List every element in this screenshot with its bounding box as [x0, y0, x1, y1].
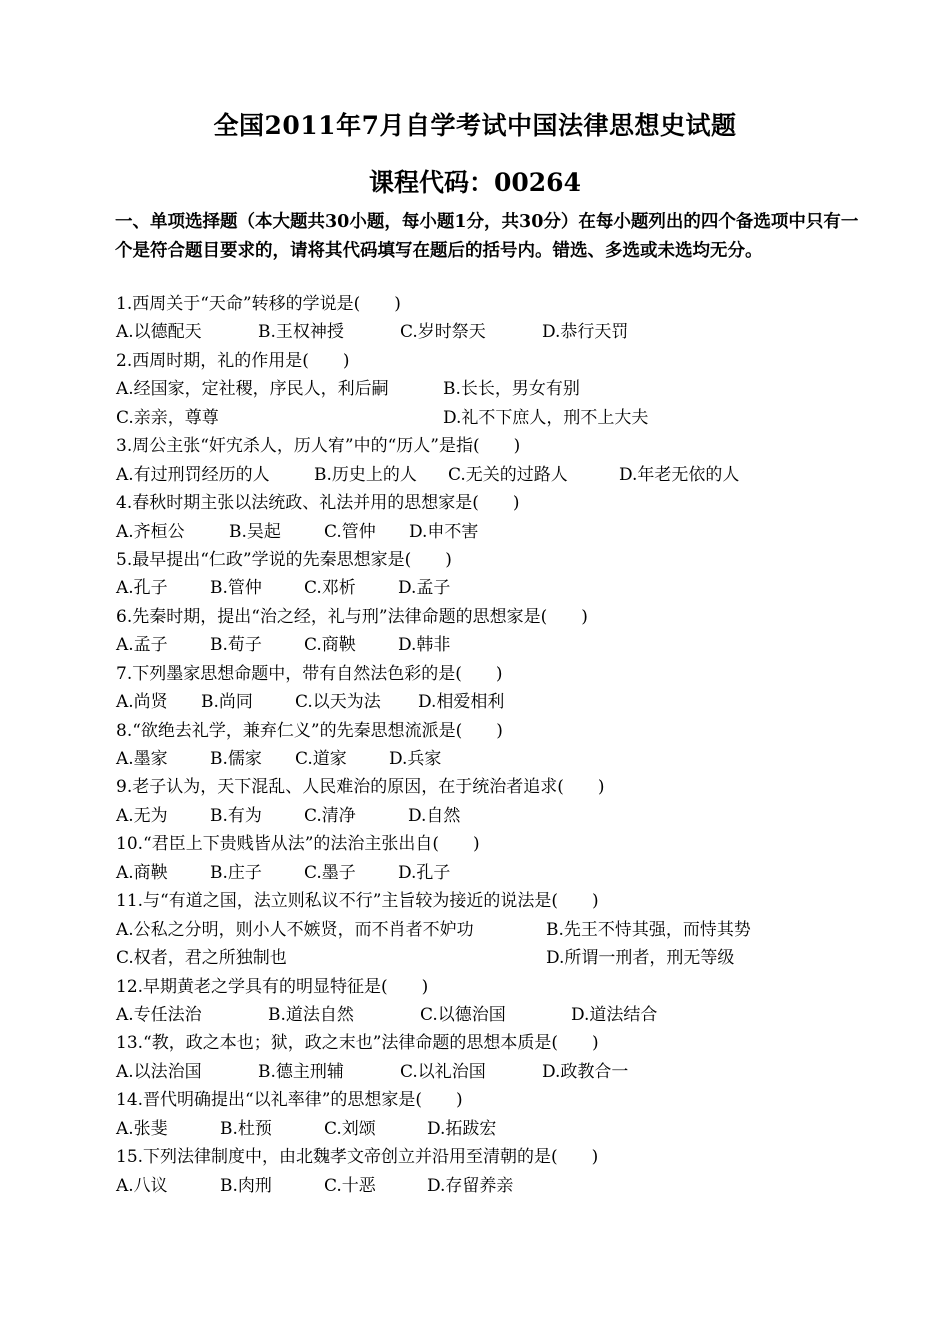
option-b: B.庄子: [210, 862, 262, 883]
option-d: D.存留养亲: [427, 1175, 514, 1196]
option-d: D.政教合一: [542, 1061, 629, 1082]
option-a: A.有过刑罚经历的人: [116, 464, 270, 485]
question-stem: 14.晋代明确提出“以礼率律”的思想家是( ): [116, 1090, 463, 1111]
option-c: C.刘颂: [324, 1118, 376, 1139]
option-d: D.年老无依的人: [619, 464, 740, 485]
option-a: A.商鞅: [116, 862, 168, 883]
option-d: D.韩非: [398, 635, 451, 656]
option-d: D.相爱相利: [418, 692, 505, 713]
option-a: A.墨家: [116, 749, 168, 769]
option-c: C.亲亲，尊尊: [116, 407, 219, 428]
option-c: C.十恶: [324, 1175, 376, 1196]
option-c: C.邓析: [304, 578, 356, 599]
question-stem: 3.周公主张“奸宄杀人，历人宥”中的“历人”是指( ): [116, 436, 521, 457]
option-b: B.历史上的人: [314, 464, 417, 485]
option-row: [116, 461, 876, 489]
option-b: B.有为: [210, 805, 262, 826]
option-b: B.王权神授: [258, 322, 344, 343]
option-row: [116, 944, 876, 972]
option-row: [116, 404, 876, 432]
option-a: A.以法治国: [116, 1061, 202, 1082]
option-row: [116, 1172, 876, 1200]
option-row: [116, 631, 876, 659]
option-c: C.以礼治国: [400, 1061, 486, 1082]
option-c: C.清净: [304, 805, 356, 826]
option-c: C.权者，君之所独制也: [116, 948, 287, 969]
question-stem: 13.“教，政之本也；狱，政之末也”法律命题的思想本质是( ): [116, 1033, 599, 1054]
option-a: A.尚贤: [116, 692, 168, 713]
question-stem: 12.早期黄老之学具有的明显特征是( ): [116, 976, 429, 997]
question-stem: 8.“欲绝去礼学，兼弃仁义”的先秦思想流派是( ): [116, 720, 503, 741]
option-row: [116, 916, 876, 944]
option-d: D.恭行天罚: [542, 322, 629, 343]
option-row: [116, 1115, 876, 1143]
option-d: D.孔子: [398, 862, 451, 883]
option-row: [116, 375, 876, 403]
option-c: C.管仲: [324, 521, 376, 542]
question-stem: 2.西周时期，礼的作用是( ): [116, 350, 350, 371]
option-c: C.墨子: [304, 862, 356, 883]
option-d: D.道法结合: [571, 1004, 658, 1025]
option-c: C.以德治国: [420, 1004, 506, 1025]
option-row: [116, 802, 876, 830]
option-c: C.道家: [295, 749, 347, 769]
option-d: D.申不害: [409, 521, 479, 542]
question-stem: 6.先秦时期，提出“治之经，礼与刑”法律命题的思想家是( ): [116, 606, 588, 627]
option-row: [116, 1058, 876, 1086]
option-row: [116, 859, 876, 887]
option-a: A.经国家，定社稷，序民人，利后嗣: [116, 379, 389, 400]
option-b: B.长长，男女有别: [443, 379, 580, 400]
option-row: [116, 574, 876, 602]
option-d: D.礼不下庶人，刑不上大夫: [443, 407, 649, 428]
question-stem: 15.下列法律制度中，由北魏孝文帝创立并沿用至清朝的是( ): [116, 1147, 599, 1168]
option-c: C.商鞅: [304, 635, 356, 656]
option-a: A.专任法治: [116, 1004, 202, 1025]
option-a: A.孟子: [116, 635, 168, 656]
section-instruction: 一、单项选择题（本大题共30小题，每小题1分，共30分）在每小题列出的四个备选项中只有一个是符合题目要求的，请将其代码填写在题后的括号内。错选、多选或未选均无分。: [115, 212, 859, 261]
option-a: A.公私之分明，则小人不嫉贤，而不肖者不妒功: [116, 919, 474, 940]
option-b: B.杜预: [220, 1118, 272, 1139]
option-b: B.荀子: [210, 635, 262, 656]
question-list: [116, 290, 876, 1200]
course-code: 课程代码：00264: [369, 168, 581, 197]
option-d: D.兵家: [389, 749, 442, 769]
question-stem: 7.下列墨家思想命题中，带有自然法色彩的是( ): [116, 663, 503, 684]
question-stem: 1.西周关于“天命”转移的学说是( ): [116, 294, 401, 314]
question-stem: 11.与“有道之国，法立则私议不行”主旨较为接近的说法是( ): [116, 891, 599, 912]
option-row: [116, 1001, 876, 1029]
question-stem: 4.春秋时期主张以法统政、礼法并用的思想家是( ): [116, 493, 520, 514]
option-row: [116, 318, 876, 346]
option-a: A.八议: [116, 1175, 168, 1196]
option-a: A.齐桓公: [116, 521, 185, 542]
option-a: A.张斐: [116, 1118, 168, 1139]
option-b: B.吴起: [229, 521, 281, 542]
question-stem: 5.最早提出“仁政”学说的先秦思想家是( ): [116, 549, 452, 570]
option-d: D.孟子: [398, 578, 451, 599]
question-stem: 9.老子认为，天下混乱、人民难治的原因，在于统治者追求( ): [116, 777, 605, 798]
option-c: C.岁时祭天: [400, 322, 486, 343]
option-b: B.尚同: [201, 692, 253, 713]
option-a: A.孔子: [116, 578, 168, 599]
option-b: B.先王不恃其强，而恃其势: [546, 919, 751, 940]
option-b: B.肉刑: [220, 1175, 272, 1196]
option-row: [116, 688, 876, 716]
option-d: D.自然: [408, 805, 461, 826]
option-d: D.所谓一刑者，刑无等级: [546, 948, 735, 969]
option-d: D.拓跋宏: [427, 1118, 497, 1139]
option-b: B.道法自然: [268, 1004, 354, 1025]
page-title: 全国2011年7月自学考试中国法律思想史试题: [213, 111, 737, 140]
question-stem: 10.“君臣上下贵贱皆从法”的法治主张出自( ): [116, 834, 480, 855]
option-c: C.无关的过路人: [448, 464, 568, 485]
option-row: [116, 518, 876, 546]
option-a: A.以德配天: [116, 322, 202, 343]
option-b: B.德主刑辅: [258, 1061, 344, 1082]
option-b: B.儒家: [210, 749, 262, 769]
option-c: C.以天为法: [295, 692, 381, 713]
option-row: [116, 745, 876, 773]
option-a: A.无为: [116, 805, 168, 826]
option-b: B.管仲: [210, 578, 262, 599]
